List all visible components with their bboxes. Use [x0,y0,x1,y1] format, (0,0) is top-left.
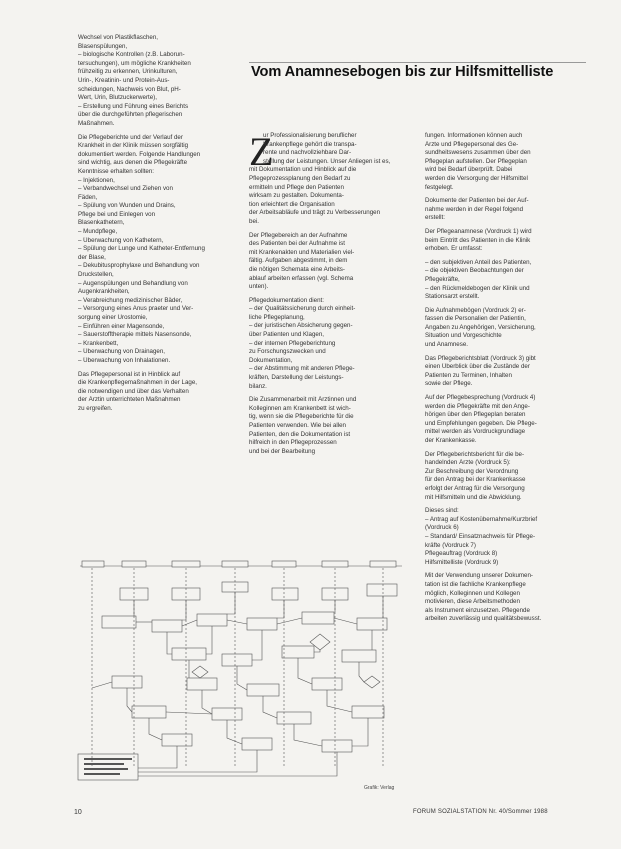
text-line: tion erleichtert die Organisation [249,200,335,208]
text-line: tig, wenn sie die Pflegeberichte für die [249,413,354,421]
text-line: – Antrag auf Kostenübernahme/Kurzbrief [425,515,538,523]
text-line: Zur Beschreibung der Verordnung [425,467,519,475]
text-line: Pflegeplan aufstellen. Der Pflegeplan [425,157,527,165]
text-line: motivieren, diese Arbeitsmethoden [425,598,520,606]
text-line: Auf der Pflegebesprechung (Vordruck 4) [425,394,536,402]
text-line: festgelegt. [425,183,454,191]
text-line: Dokumente der Patienten bei der Auf- [425,197,529,205]
text-line: hilfreich in den Pflegeprozessen [249,439,337,447]
text-line: – Sauerstofftherapie mittels Nasensonde, [78,331,192,339]
text-line: Das Pflegeberichtsblatt (Vordruck 3) gibt [425,354,536,362]
text-line: ermitteln und Pflege den Patienten [249,183,344,191]
text-line: kräften, Darstellung der Leistungs- [249,374,344,382]
text-line: – Versorgung eines Anus praeter und Ver- [78,305,194,313]
text-line: und bei der Bearbeitung [249,447,316,455]
text-line: Pflege bei und Einlegen von [78,210,156,218]
text-line: – Überwachung von Inhalationen. [78,356,171,364]
text-line: liche Pflegeplanung, [249,313,305,321]
text-line: Urin-, Kreatinin- und Protein-Aus- [78,76,170,84]
text-line: Die Pflegeberichte und der Verlauf der [78,133,183,141]
text-line: tersuchungen), um mögliche Krankheiten [78,59,191,67]
text-line: Der Pflegeberichtsbericht für die be- [425,450,525,458]
text-line: einen Überblick über die Zustände der [425,363,530,371]
text-line: – Standard/ Einsatznachweis für Pflege- [425,532,536,540]
text-line: die Krankenpflegemaßnahmen in der Lage, [78,379,198,387]
text-line: kräfte (Vordruck 7) [425,541,476,549]
text-line: – Injektionen, [78,176,115,184]
text-line: Dieses sind: [425,507,459,515]
page-number: 10 [74,809,82,816]
text-line: nahme werden in der Regel folgend [425,205,524,213]
text-line: der Krankenkasse. [425,437,477,444]
text-line: erstellt: [425,214,445,222]
text-line: Situation und Vorgeschichte [425,332,502,340]
text-line: erfolgt der Antrag für die Versorgung [425,484,525,492]
text-line: – Verbandwechsel und Ziehen von [78,185,173,193]
text-line: rente und nachvollziehbare Dar- [263,149,352,157]
text-line: sowie der Pflege. [425,380,473,388]
text-line: werden die Pflegekräfte mit den Ange- [425,402,530,410]
publication-footer: FORUM SOZIALSTATION Nr. 40/Sommer 1988 [413,809,548,815]
article-title: Vom Anamnesebogen bis zur Hilfsmittelliste [251,64,554,80]
text-line: Mit der Verwendung unserer Dokumen- [425,572,533,580]
text-line: mittel werden als Vordruckgrundlage [425,428,526,436]
text-line: frühzeitig zu erkennen, Urinkulturen, [78,68,178,76]
text-line: – Dekubitusprophylaxe und Behandlung von [78,262,200,270]
text-line: – der juristischen Absicherung gegen- [249,322,353,330]
text-line: Das Pflegepersonal ist in Hinblick auf [78,370,181,378]
text-line: Wert, Urin, Blutzuckerwerte), [78,94,157,102]
text-line: Wechsel von Plastikflaschen, [78,34,159,41]
text-line: unten). [249,283,269,291]
text-line: – der Qualitätssicherung durch einheit- [249,305,356,313]
text-line: werden die Versorgung der Hilfsmittel [425,174,528,182]
text-line: Die Aufnahmebögen (Vordruck 2) er- [425,306,526,314]
text-line: ablauf arbeiten erfassen (vgl. Schema [249,274,354,282]
left-text-column [78,34,240,414]
text-line: Der Pflegebereich an der Aufnahme [249,231,348,239]
text-line: – Verabreichung medizinischer Bäder, [78,296,183,304]
text-line: wird bei Bedarf überprüft. Dabei [425,166,513,174]
title-rule [249,62,586,63]
text-line: – Erstellung und Führung eines Berichts [78,102,189,110]
text-line: – den subjektiven Anteil des Patienten, [425,258,532,266]
text-line: stellung der Leistungen. Unser Anliegen ist es, [263,157,391,165]
text-line: bilanz. [249,382,267,390]
text-line: der Arbeitsabläufe und trägt zu Verbesserungen [249,209,381,217]
text-line: – Einführen einer Magensonde, [78,322,165,330]
diagram-credit: Grafik: Verlag [364,785,395,791]
text-line: – der internen Pflegeberichtung [249,339,336,347]
text-line: beim Eintritt des Patienten in die Klinik [425,236,531,244]
text-line: sundheitswesens zusammen über den [425,149,531,157]
text-line: Patienten verwenden. Wie bei allen [249,422,346,429]
text-line: Ärzte und Pflegepersonal des Ge- [425,140,519,148]
text-line: für den Antrag bei der Krankenkasse [425,476,526,484]
text-line: die nötigen Schemata eine Arbeits- [249,265,345,273]
text-line: und Anamnese. [425,341,469,349]
text-line: – Augenspülungen und Behandlung von [78,279,188,287]
text-line: Die Zusammenarbeit mit Ärztinnen und [249,396,357,404]
text-line: scheidungen, Nachweis von Blut, pH- [78,85,181,93]
text-line: Krankheit in der Klinik müssen sorgfältig [78,142,189,150]
text-line: Pflegeauftrag (Vordruck 8) [425,550,498,558]
right-text-column [425,132,585,624]
text-line: mit Krankenakten und Materialien viel- [249,248,355,256]
text-line: Pflegeprozessplanung den Bedarf zu [249,174,351,182]
text-line: – Überwachung von Kathetern, [78,236,164,244]
text-line: dokumentiert werden. Folgende Handlungen [78,150,201,158]
text-line: Hilfsmittelliste (Vordruck 9) [425,558,499,566]
text-line: Patienten zu Terminen, Inhalten [425,371,512,379]
text-line: erhoben. Er umfasst: [425,245,483,253]
text-line: ur Professionalisierung beruflicher [263,132,357,139]
text-line: – der Abstimmung mit anderen Pflege- [249,365,355,373]
text-line: Patienten, den die Dokumentation ist [249,430,351,438]
text-line: – biologische Kontrollen (z.B. Laborun- [78,51,185,59]
text-line: Pflegekräfte, [425,275,460,283]
text-line: Der Pflegeanamnese (Vordruck 1) wird [425,227,532,235]
text-line: – Krankenbett, [78,339,119,347]
text-line: über die durchgeführten pflegerischen [78,111,183,119]
text-line: Kolleginnen am Krankenbett ist wich- [249,404,351,412]
text-line: Blasenspülungen, [78,42,128,50]
text-line: Kenntnisse erhalten sollten: [78,167,155,175]
text-line: Maßnahmen. [78,119,115,127]
text-line: arbeiten zuverlässig und qualitätsbewusst. [425,615,542,623]
text-line: und Empfehlungen gegeben. Die Pflege- [425,419,537,427]
text-line: – Spülung der Lunge und Katheter-Entfernung [78,245,205,253]
text-line: Angaben zu Angehörigen, Versicherung, [425,323,536,331]
text-line: – Überwachung von Drainagen, [78,348,166,356]
text-line: – Mundpflege, [78,228,118,236]
text-line: Blasenkathetern, [78,219,125,227]
text-line: fältig. Aufgaben abgestimmt, in dem [249,257,348,265]
text-line: mit Dokumentation und Hinblick auf die [249,166,357,174]
text-line: Fäden, [78,193,98,201]
text-line: – die objektiven Beobachtungen der [425,267,524,275]
text-line: wirksam zu gestalten. Dokumenta- [249,192,344,200]
text-line: Krankenpflege gehört die transpa- [263,140,357,148]
text-line: sind wichtig, aus denen die Pflegekräfte [78,159,188,167]
text-line: sorgung einer Urostomie, [78,314,148,321]
text-line: zu Forschungszwecken und [249,348,326,356]
workflow-diagram [72,558,414,784]
text-line: zu ergreifen. [78,404,113,412]
text-line: über Patienten und Klagen, [249,331,324,339]
text-line: – den Rückmeldebogen der Klinik und [425,284,530,292]
middle-text-column [249,129,411,456]
text-line: tation ist die fachliche Krankenpflege [425,580,526,588]
drop-cap: Z [249,129,274,174]
text-line: fassen die Personalien der Patientin, [425,315,526,323]
text-line: hörigen über den Pflegeplan beraten [425,411,526,419]
text-line: Dokumentation, [249,356,293,364]
text-line: des Patienten bei der Aufnahme ist [249,240,345,248]
text-line: (Vordruck 6) [425,524,459,532]
text-line: Pflegedokumentation dient: [249,296,324,304]
text-line: handelnden Ärzte (Vordruck 5): [425,459,511,467]
text-line: als Instrument einzusetzen. Pflegende [425,606,530,614]
text-line: der Blase, [78,253,106,261]
text-line: bei. [249,217,259,225]
text-line: Stationsarzt erstellt. [425,293,480,301]
text-line: der Ärztin unterrichteten Maßnahmen [78,396,181,404]
text-line: fungen. Informationen können auch [425,132,523,139]
text-line: Druckstellen, [78,271,114,279]
text-line: mit Hilfsmitteln und die Abwicklung. [425,493,522,501]
text-line: Augenkrankheiten, [78,288,130,296]
text-line: – Spülung von Wunden und Drains, [78,202,176,210]
text-line: möglich, Kolleginnen und Kollegen [425,589,520,597]
text-line: die notwendigen und über das Verhalten [78,387,189,395]
